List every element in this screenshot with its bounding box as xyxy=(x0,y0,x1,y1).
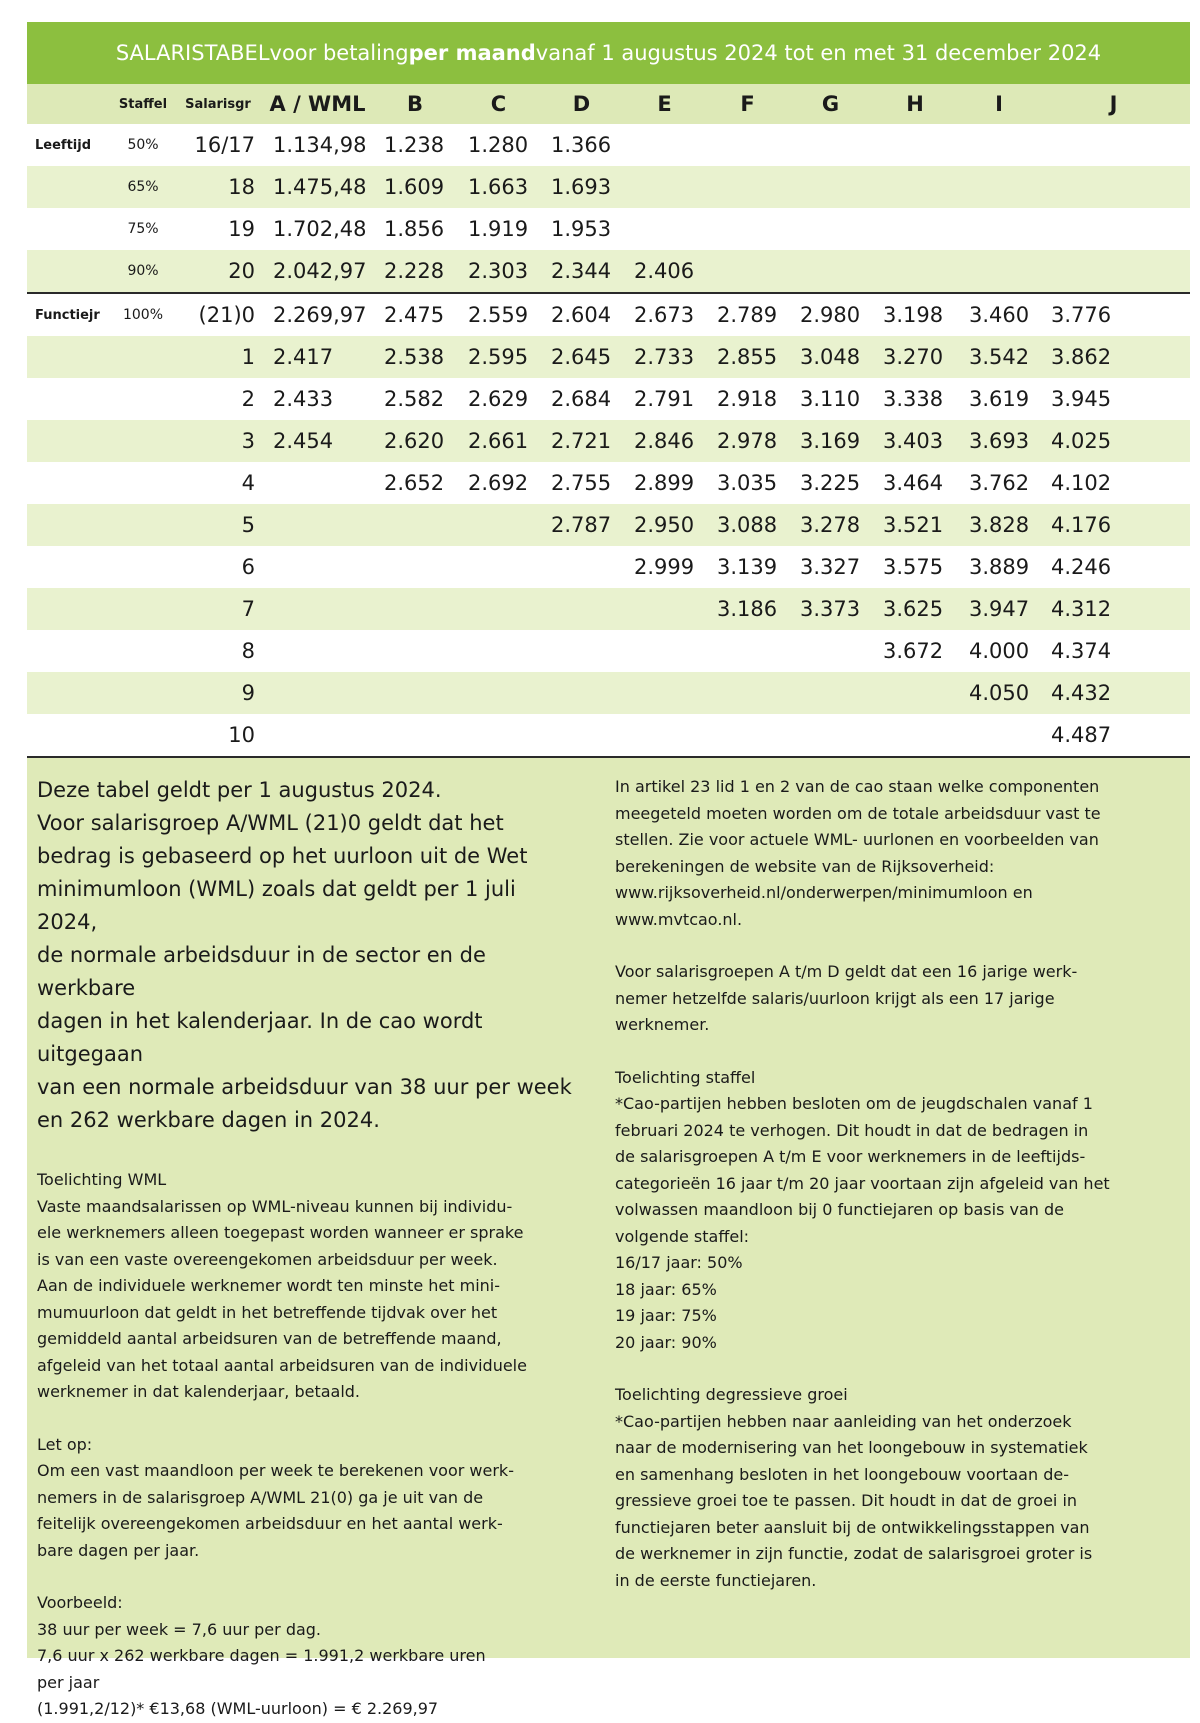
salary-cell: 2.733 xyxy=(626,336,709,378)
salary-cell: 4.374 xyxy=(1051,639,1112,663)
salary-cell xyxy=(792,208,875,250)
salary-cell: 2.645 xyxy=(543,336,626,378)
table-row xyxy=(27,672,1190,714)
note-line: Toelichting WML xyxy=(37,1170,167,1189)
salary-cell: 4.487 xyxy=(1043,714,1190,757)
salary-cell: 2.787 xyxy=(543,504,626,546)
intro-line: bedrag is gebaseerd op het uurloon uit de Wet xyxy=(37,844,528,868)
salary-cell: 3.625 xyxy=(875,588,961,630)
row-label: Leeftijd xyxy=(35,137,92,153)
salarisgroep-cell: 1 xyxy=(177,336,265,378)
salary-cell: 2.918 xyxy=(717,387,778,411)
salary-cell: 4.050 xyxy=(961,672,1043,714)
salarisgroep-cell: 9 xyxy=(177,672,265,714)
column-header xyxy=(27,84,115,124)
table-row xyxy=(27,378,1190,420)
column-header: D xyxy=(543,84,626,124)
salary-cell xyxy=(709,672,792,714)
salary-cell xyxy=(875,124,961,166)
salary-cell: 3.270 xyxy=(875,336,961,378)
note-paragraph xyxy=(615,774,1180,933)
salary-cell xyxy=(709,124,792,166)
salary-cell: 3.186 xyxy=(709,588,792,630)
table-row xyxy=(27,336,1190,378)
salary-cell: 2.661 xyxy=(460,420,543,462)
table-row xyxy=(27,250,1190,293)
salary-cell xyxy=(1043,166,1190,208)
salary-cell xyxy=(709,166,792,208)
salary-cell xyxy=(543,672,626,714)
salary-cell: 2.673 xyxy=(626,293,709,336)
staffel-cell xyxy=(115,504,177,546)
salary-cell xyxy=(265,714,376,757)
salary-cell: 4.000 xyxy=(969,639,1030,663)
note-paragraph xyxy=(615,1382,1180,1594)
note-line: 20 jaar: 90% xyxy=(615,1332,717,1352)
column-header: I xyxy=(961,84,1043,124)
salary-cell: 1.134,98 xyxy=(273,133,367,157)
note-line: categorieën 16 jaar t/m 20 jaar voortaan zijn afgeleid van het xyxy=(615,1173,1110,1193)
salary-cell xyxy=(543,630,626,672)
salary-cell: 2.433 xyxy=(273,387,334,411)
staffel-cell: 50% xyxy=(127,137,159,153)
note-paragraph xyxy=(37,1432,575,1565)
salary-cell: 1.366 xyxy=(551,133,612,157)
note-line: de salarisgroepen A t/m E voor werknemers in de leeftijds- xyxy=(615,1147,1086,1166)
salary-cell: 1.475,48 xyxy=(265,166,376,208)
salary-cell xyxy=(460,546,543,588)
salary-cell xyxy=(961,208,1043,250)
salary-cell: 1.919 xyxy=(468,217,529,241)
salary-cell xyxy=(376,546,460,588)
column-header: E xyxy=(626,84,709,124)
salary-table xyxy=(27,84,1190,758)
salarisgroep-cell: 16/17 xyxy=(194,133,255,157)
salarisgroep-cell: 18 xyxy=(177,166,265,208)
staffel-cell: 100% xyxy=(115,293,177,336)
salary-cell: 2.789 xyxy=(709,293,792,336)
salary-cell xyxy=(460,504,543,546)
note-paragraph xyxy=(615,1065,1180,1357)
salary-cell: 3.403 xyxy=(875,420,961,462)
notes-left-column xyxy=(27,758,575,1718)
salary-sheet xyxy=(27,22,1190,1718)
salary-cell xyxy=(626,588,709,630)
salary-cell xyxy=(1043,250,1190,293)
salary-cell xyxy=(543,588,626,630)
salarisgroep-cell: 5 xyxy=(177,504,265,546)
salary-cell: 3.575 xyxy=(883,555,944,579)
salary-cell xyxy=(543,714,626,757)
row-label xyxy=(27,336,115,378)
note-line: nemer hetzelfde salaris/uurloon krijgt als een 17 jarige xyxy=(615,988,1055,1008)
salary-cell: 3.889 xyxy=(969,555,1030,579)
salary-cell: 2.629 xyxy=(468,387,529,411)
row-label xyxy=(27,378,115,420)
salary-cell xyxy=(961,166,1043,208)
table-row xyxy=(27,504,1190,546)
salary-cell: 3.776 xyxy=(1043,293,1190,336)
row-label xyxy=(27,462,115,504)
note-line: functiejaren beter aansluit bij de ontwikkelingsstappen van xyxy=(615,1517,1090,1537)
staffel-cell xyxy=(115,546,177,588)
note-line: februari 2024 te verhogen. Dit houdt in dat de bedragen in xyxy=(615,1120,1089,1140)
salary-cell: 1.663 xyxy=(460,166,543,208)
salarisgroep-cell: 8 xyxy=(241,639,255,663)
salary-cell: 1.280 xyxy=(468,133,529,157)
note-line: mumuurloon dat geldt in het betreffende tijdvak over het xyxy=(37,1302,498,1322)
salary-cell: 2.899 xyxy=(634,471,695,495)
note-line: en samenhang besloten in het loongebouw voortaan de- xyxy=(615,1464,1069,1484)
intro-line: Voor salarisgroep A/WML (21)0 geldt dat het xyxy=(37,811,504,835)
salary-cell xyxy=(875,166,961,208)
salary-cell: 2.269,97 xyxy=(265,293,376,336)
note-line: nemers in de salarisgroep A/WML 21(0) ga je uit van de xyxy=(37,1487,484,1507)
salary-cell: 3.460 xyxy=(961,293,1043,336)
salarisgroep-cell: (21)0 xyxy=(177,293,265,336)
salarisgroep-cell: 19 xyxy=(228,217,255,241)
salary-cell: 2.582 xyxy=(384,387,445,411)
salary-cell: 3.762 xyxy=(969,471,1030,495)
column-header: G xyxy=(792,84,875,124)
salary-cell: 3.048 xyxy=(792,336,875,378)
salary-cell: 2.042,97 xyxy=(265,250,376,293)
title-part-3: per maand xyxy=(408,41,536,65)
salary-cell: 3.278 xyxy=(792,504,875,546)
salarisgroep-cell: 3 xyxy=(177,420,265,462)
salary-cell xyxy=(875,250,961,293)
salary-cell: 2.692 xyxy=(468,471,529,495)
salary-cell xyxy=(265,546,376,588)
salary-cell xyxy=(792,124,875,166)
salary-cell xyxy=(376,588,460,630)
note-paragraph xyxy=(37,1590,575,1723)
salary-cell: 3.198 xyxy=(875,293,961,336)
table-row xyxy=(27,714,1190,757)
salary-cell: 1.702,48 xyxy=(273,217,367,241)
salary-cell: 3.110 xyxy=(800,387,861,411)
salary-cell: 1.609 xyxy=(376,166,460,208)
salary-cell: 2.228 xyxy=(376,250,460,293)
salary-cell xyxy=(376,672,460,714)
note-line: Aan de individuele werknemer wordt ten minste het mini- xyxy=(37,1276,501,1295)
salary-cell: 2.721 xyxy=(543,420,626,462)
salary-cell: 1.693 xyxy=(543,166,626,208)
note-line: Voorbeeld: xyxy=(37,1593,123,1612)
salary-cell: 2.344 xyxy=(543,250,626,293)
note-line: feitelijk overeengekomen arbeidsduur en het aantal werk- xyxy=(37,1514,503,1533)
table-row xyxy=(27,166,1190,208)
salary-cell xyxy=(792,714,875,757)
table-row xyxy=(27,208,1190,250)
column-header: H xyxy=(875,84,961,124)
column-header: F xyxy=(709,84,792,124)
row-label xyxy=(27,672,115,714)
note-line: 18 jaar: 65% xyxy=(615,1279,717,1299)
staffel-cell: 75% xyxy=(127,221,159,237)
note-line: 7,6 uur x 262 werkbare dagen = 1.991,2 werkbare uren xyxy=(37,1646,486,1665)
salary-cell: 4.025 xyxy=(1043,420,1190,462)
salary-cell xyxy=(626,714,709,757)
note-line: meegeteld moeten worden om de totale arbeidsduur vast te xyxy=(615,803,1101,823)
note-line: 38 uur per week = 7,6 uur per dag. xyxy=(37,1619,322,1639)
staffel-cell: 90% xyxy=(115,250,177,293)
salary-cell xyxy=(265,672,376,714)
note-paragraph xyxy=(37,1167,575,1406)
table-row xyxy=(27,588,1190,630)
salary-cell: 2.978 xyxy=(709,420,792,462)
salarisgroep-cell: 4 xyxy=(241,471,255,495)
salary-cell xyxy=(626,630,709,672)
note-line: in de eerste functiejaren. xyxy=(615,1570,817,1590)
salary-cell: 2.303 xyxy=(460,250,543,293)
column-header: A / WML xyxy=(265,84,376,124)
salary-cell: 2.417 xyxy=(265,336,376,378)
salary-cell xyxy=(961,250,1043,293)
salary-cell: 2.559 xyxy=(460,293,543,336)
salary-cell: 3.035 xyxy=(717,471,778,495)
row-label xyxy=(27,420,115,462)
salary-cell: 3.672 xyxy=(883,639,944,663)
notes-section xyxy=(27,758,1190,1718)
salary-cell: 2.475 xyxy=(376,293,460,336)
table-row xyxy=(27,462,1190,504)
salary-cell: 3.088 xyxy=(709,504,792,546)
salary-cell: 3.542 xyxy=(961,336,1043,378)
salary-cell: 3.945 xyxy=(1051,387,1112,411)
salary-cell xyxy=(961,714,1043,757)
note-line: afgeleid van het totaal aantal arbeidsuren van de individuele xyxy=(37,1355,527,1375)
salary-cell: 3.693 xyxy=(961,420,1043,462)
staffel-cell xyxy=(115,378,177,420)
salary-cell xyxy=(265,504,376,546)
note-line: gemiddeld aantal arbeidsuren van de betreffende maand, xyxy=(37,1329,502,1348)
intro-line: minimumloon (WML) zoals dat geldt per 1 juli 2024, xyxy=(37,877,516,934)
salary-cell: 2.950 xyxy=(626,504,709,546)
salary-cell: 2.620 xyxy=(376,420,460,462)
table-row xyxy=(27,420,1190,462)
row-label: Functiejr xyxy=(27,293,115,336)
note-line: naar de modernisering van het loongebouw in systematiek xyxy=(615,1438,1088,1457)
note-line: (1.991,2/12)* €13,68 (WML-uurloon) = € 2.269,97 xyxy=(37,1699,439,1718)
salary-cell xyxy=(626,672,709,714)
salary-cell: 3.169 xyxy=(792,420,875,462)
salary-cell: 4.432 xyxy=(1043,672,1190,714)
column-header: B xyxy=(376,84,460,124)
note-line: volgende staffel: xyxy=(615,1226,750,1246)
table-row xyxy=(27,546,1190,588)
salary-cell: 2.652 xyxy=(384,471,445,495)
intro-line: en 262 werkbare dagen in 2024. xyxy=(37,1108,380,1132)
staffel-cell xyxy=(115,588,177,630)
salary-cell: 4.246 xyxy=(1051,555,1112,579)
note-line: www.mvtcao.nl. xyxy=(615,909,743,929)
salary-cell xyxy=(875,714,961,757)
note-line: *Cao-partijen hebben besloten om de jeugdschalen vanaf 1 xyxy=(615,1094,1093,1113)
salary-cell: 2.595 xyxy=(460,336,543,378)
intro-line: de normale arbeidsduur in de sector en de werkbare xyxy=(37,943,486,1000)
salary-cell xyxy=(265,588,376,630)
salary-cell xyxy=(709,714,792,757)
salary-cell: 1.238 xyxy=(384,133,445,157)
title-part-1: SALARISTABEL xyxy=(115,41,270,65)
column-header: C xyxy=(460,84,543,124)
intro-line: Deze tabel geldt per 1 augustus 2024. xyxy=(37,778,442,802)
note-line: bare dagen per jaar. xyxy=(37,1540,200,1560)
column-header: J xyxy=(1043,84,1190,124)
salary-cell xyxy=(1043,124,1190,166)
salary-cell xyxy=(265,462,376,504)
salary-cell xyxy=(376,714,460,757)
staffel-cell xyxy=(115,336,177,378)
salary-cell xyxy=(460,630,543,672)
note-line: werknemer in dat kalenderjaar, betaald. xyxy=(37,1382,361,1401)
note-line: Toelichting degressieve groei xyxy=(615,1385,848,1404)
row-label xyxy=(27,250,115,293)
salary-cell: 2.855 xyxy=(709,336,792,378)
salary-cell xyxy=(460,714,543,757)
salary-cell: 3.619 xyxy=(969,387,1030,411)
salary-cell xyxy=(709,208,792,250)
salary-cell: 3.338 xyxy=(883,387,944,411)
note-line: Let op: xyxy=(37,1434,93,1454)
salary-cell: 4.176 xyxy=(1043,504,1190,546)
row-label xyxy=(27,166,115,208)
salary-cell xyxy=(460,672,543,714)
table-header-row xyxy=(27,84,1190,124)
staffel-cell xyxy=(115,714,177,757)
salary-cell: 2.791 xyxy=(634,387,695,411)
salary-cell xyxy=(961,124,1043,166)
salary-cell: 2.755 xyxy=(551,471,612,495)
salary-cell xyxy=(265,630,376,672)
note-line: Om een vast maandloon per week te berekenen voor werk- xyxy=(37,1461,514,1480)
salary-cell xyxy=(709,630,792,672)
note-line: berekeningen de website van de Rijksoverheid: xyxy=(615,856,995,876)
salary-cell: 2.604 xyxy=(543,293,626,336)
note-line: volwassen maandloon bij 0 functiejaren op basis van de xyxy=(615,1200,1064,1219)
salary-cell: 2.846 xyxy=(626,420,709,462)
salary-cell: 3.862 xyxy=(1043,336,1190,378)
salary-cell: 3.828 xyxy=(961,504,1043,546)
row-label xyxy=(27,630,115,672)
note-line: is van een vaste overeengekomen arbeidsduur per week. xyxy=(37,1249,498,1269)
salary-cell xyxy=(626,124,709,166)
salary-cell: 3.327 xyxy=(800,555,861,579)
staffel-cell xyxy=(115,462,177,504)
column-header: Staffel xyxy=(115,84,177,124)
salary-cell: 2.538 xyxy=(376,336,460,378)
salary-cell xyxy=(875,672,961,714)
salarisgroep-cell: 10 xyxy=(177,714,265,757)
salarisgroep-cell: 20 xyxy=(177,250,265,293)
row-label xyxy=(27,714,115,757)
staffel-cell xyxy=(115,420,177,462)
salary-cell: 3.464 xyxy=(883,471,944,495)
salary-cell xyxy=(626,208,709,250)
salary-cell: 2.999 xyxy=(634,555,695,579)
table-row xyxy=(27,630,1190,672)
staffel-cell: 65% xyxy=(115,166,177,208)
salary-cell xyxy=(376,630,460,672)
salary-cell: 2.454 xyxy=(265,420,376,462)
note-line: werknemer. xyxy=(615,1015,710,1034)
table-row xyxy=(27,124,1190,166)
note-paragraph xyxy=(615,959,1180,1039)
note-line: Vaste maandsalarissen op WML-niveau kunnen bij individu- xyxy=(37,1196,513,1216)
salary-cell xyxy=(792,166,875,208)
salary-cell: 2.406 xyxy=(626,250,709,293)
page-title xyxy=(27,22,1190,84)
salary-cell: 1.856 xyxy=(384,217,445,241)
table-row xyxy=(27,293,1190,336)
salary-cell: 3.139 xyxy=(717,555,778,579)
salary-cell xyxy=(543,546,626,588)
salary-cell xyxy=(875,208,961,250)
row-label xyxy=(27,504,115,546)
note-line: In artikel 23 lid 1 en 2 van de cao staan welke componenten xyxy=(615,777,1100,796)
salary-cell: 3.521 xyxy=(875,504,961,546)
salary-cell xyxy=(1043,208,1190,250)
staffel-cell xyxy=(115,672,177,714)
title-part-4: vanaf 1 augustus 2024 tot en met 31 december 2024 xyxy=(535,41,1102,65)
salary-cell: 4.102 xyxy=(1051,471,1112,495)
note-line: per jaar xyxy=(37,1672,100,1692)
column-header: Salarisgr xyxy=(177,84,265,124)
note-line: 19 jaar: 75% xyxy=(615,1306,717,1325)
note-line: 16/17 jaar: 50% xyxy=(615,1253,743,1272)
salarisgroep-cell: 2 xyxy=(241,387,255,411)
row-label xyxy=(27,546,115,588)
salary-cell xyxy=(792,630,875,672)
salary-cell: 3.947 xyxy=(961,588,1043,630)
salary-cell xyxy=(792,672,875,714)
salary-cell: 1.953 xyxy=(551,217,612,241)
row-label xyxy=(27,588,115,630)
row-label xyxy=(27,208,115,250)
salary-cell: 3.225 xyxy=(800,471,861,495)
salary-cell xyxy=(792,250,875,293)
note-line: gressieve groei toe te passen. Dit houdt in dat de groei in xyxy=(615,1491,1078,1510)
intro-line: van een normale arbeidsduur van 38 uur per week xyxy=(37,1075,572,1099)
note-line: Toelichting staffel xyxy=(615,1067,756,1087)
notes-right-column xyxy=(575,758,1190,1658)
salary-cell xyxy=(376,504,460,546)
salarisgroep-cell: 7 xyxy=(177,588,265,630)
note-line: www.rijksoverheid.nl/onderwerpen/minimumloon en xyxy=(615,883,1033,902)
salary-cell: 3.373 xyxy=(792,588,875,630)
salary-cell: 4.312 xyxy=(1043,588,1190,630)
salarisgroep-cell: 6 xyxy=(241,555,255,579)
note-line: ele werknemers alleen toegepast worden wanneer er sprake xyxy=(37,1223,524,1242)
title-part-2: voor betaling xyxy=(269,41,409,65)
intro-text xyxy=(37,774,575,1137)
salary-cell: 2.684 xyxy=(551,387,612,411)
note-line: *Cao-partijen hebben naar aanleiding van het onderzoek xyxy=(615,1411,1072,1431)
salary-cell xyxy=(709,250,792,293)
note-line: Voor salarisgroepen A t/m D geldt dat een 16 jarige werk- xyxy=(615,962,1078,981)
intro-line: dagen in het kalenderjaar. In de cao wordt uitgegaan xyxy=(37,1009,483,1066)
salary-cell xyxy=(460,588,543,630)
salary-cell xyxy=(626,166,709,208)
salary-cell: 2.980 xyxy=(792,293,875,336)
staffel-cell xyxy=(115,630,177,672)
note-line: stellen. Zie voor actuele WML- uurlonen en voorbeelden van xyxy=(615,830,1099,849)
note-line: de werknemer in zijn functie, zodat de salarisgroei groter is xyxy=(615,1544,1093,1563)
